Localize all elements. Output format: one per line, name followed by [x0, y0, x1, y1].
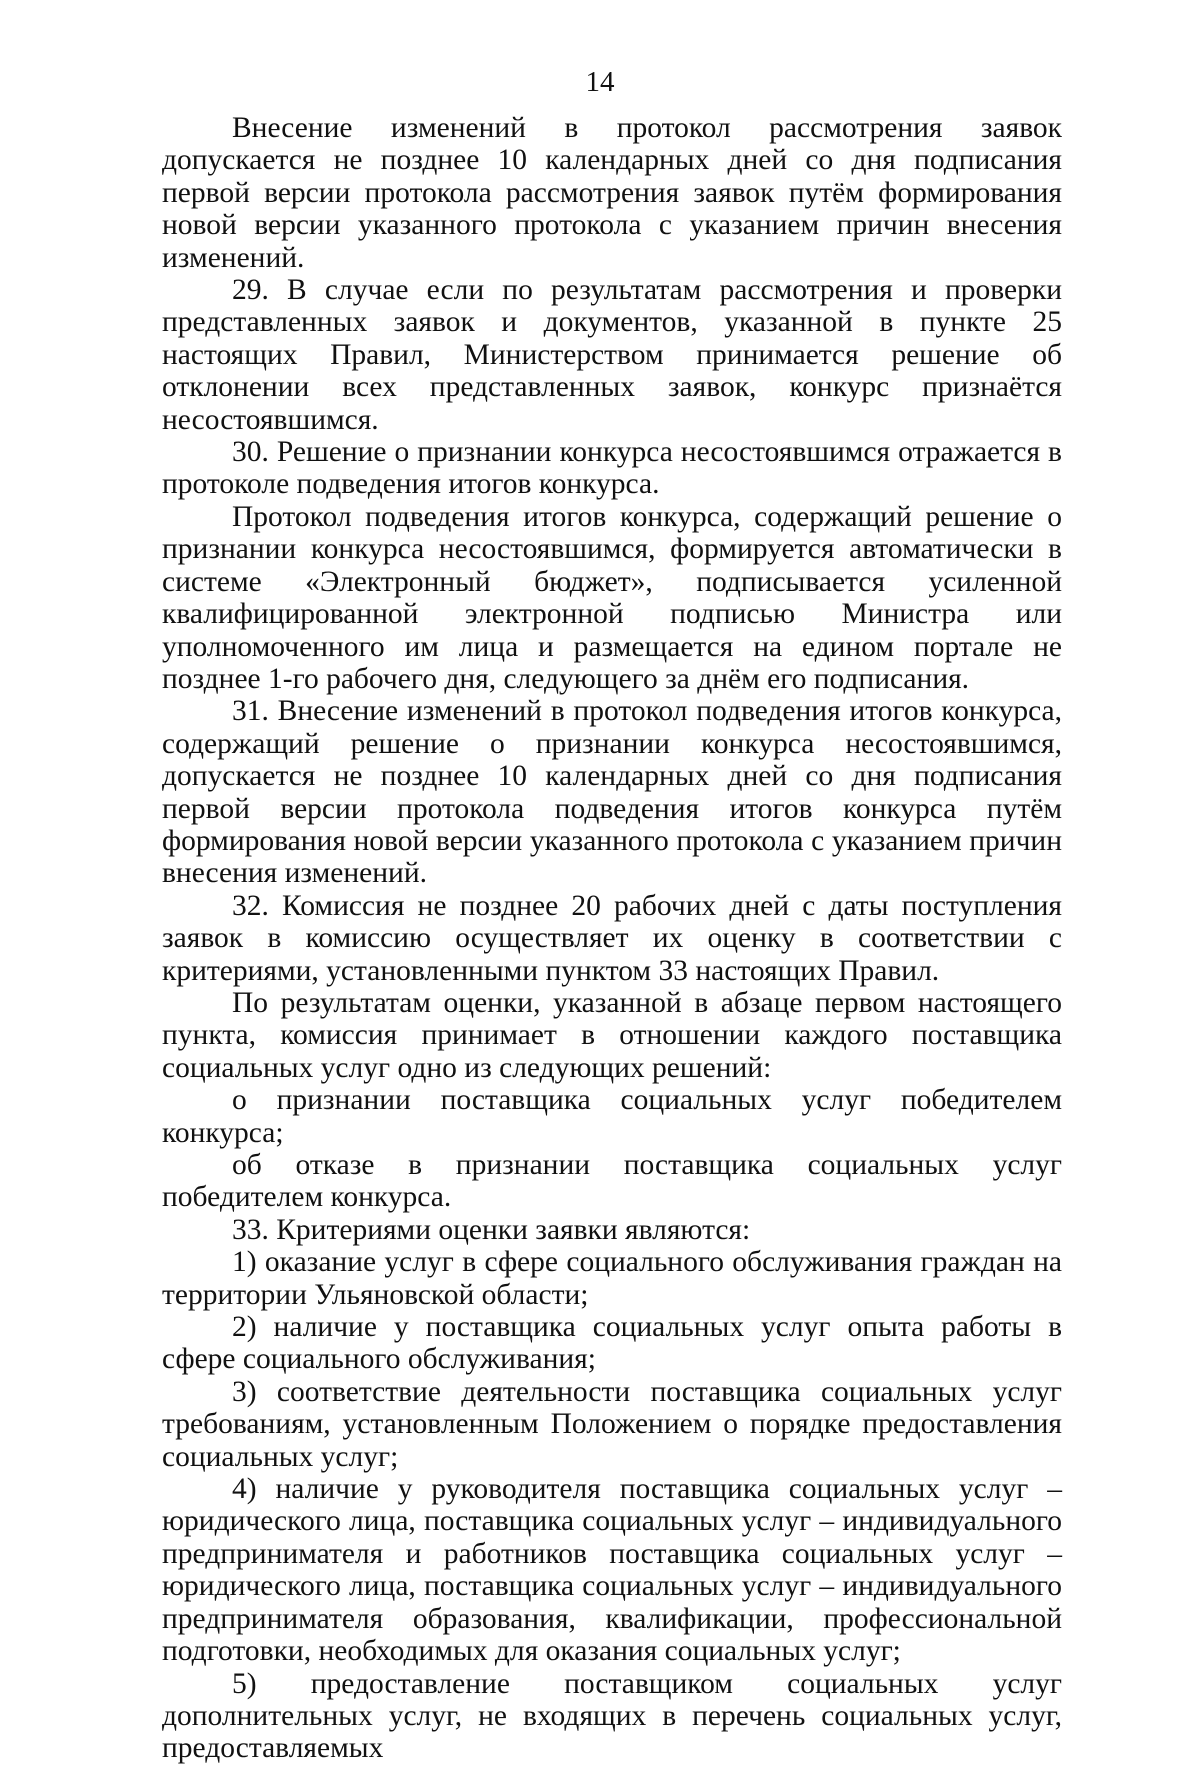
paragraph-decision-refusal: об отказе в признании поставщика социальных услуг победителем конкурса. [162, 1149, 1062, 1214]
paragraph-item-29: 29. В случае если по результатам рассмотрения и проверки представленных заявок и документов, указанной в пункте 25 настоящих Правил, Министерством принимается решение об отклонении всех представленных заявок, конкурс признаётся несостоявшимся. [162, 274, 1062, 436]
paragraph-item-32: 32. Комиссия не позднее 20 рабочих дней с даты поступления заявок в комиссию осуществляет их оценку в соответствии с критериями, установленными пунктом 33 настоящих Правил. [162, 889, 1062, 987]
document-body [162, 112, 1062, 1765]
paragraph-results-protocol: Протокол подведения итогов конкурса, содержащий решение о признании конкурса несостоявшимся, формируется автоматически в системе «Электронный бюджет», подписывается усиленной квалифицированной электронной подписью Министра или уполномоченного им лица и размещается на едином портале не позднее 1-го рабочего дня, следующего за днём его подписания. [162, 500, 1062, 695]
paragraph-evaluation-decision: По результатам оценки, указанной в абзаце первом настоящего пункта, комиссия принимает в отношении каждого поставщика социальных услуг одно из следующих решений: [162, 986, 1062, 1084]
paragraph-amendment-review-protocol: Внесение изменений в протокол рассмотрения заявок допускается не позднее 10 календарных дней со дня подписания первой версии протокола рассмотрения заявок путём формирования новой версии указанного протокола с указанием причин внесения изменений. [162, 112, 1062, 274]
paragraph-decision-winner: о признании поставщика социальных услуг победителем конкурса; [162, 1084, 1062, 1149]
criterion-4: 4) наличие у руководителя поставщика социальных услуг – юридического лица, поставщика социальных услуг – индивидуального предпринимателя и работников поставщика социальных услуг – юридического лица, поставщика социальных услуг – индивидуального предпринимателя образования, квалификации, профессиональной подготовки, необходимых для оказания социальных услуг; [162, 1473, 1062, 1668]
paragraph-item-33: 33. Критериями оценки заявки являются: [232, 1213, 751, 1246]
criterion-1: 1) оказание услуг в сфере социального обслуживания граждан на территории Ульяновской области; [162, 1246, 1062, 1311]
criterion-5: 5) предоставление поставщиком социальных услуг дополнительных услуг, не входящих в перечень социальных услуг, предоставляемых [162, 1667, 1062, 1765]
page-number: 14 [585, 66, 615, 98]
criterion-2: 2) наличие у поставщика социальных услуг опыта работы в сфере социального обслуживания; [162, 1311, 1062, 1376]
paragraph-item-31: 31. Внесение изменений в протокол подведения итогов конкурса, содержащий решение о признании конкурса несостоявшимся, допускается не позднее 10 календарных дней со дня подписания первой версии протокола подведения итогов конкурса путём формирования новой версии указанного протокола с указанием причин внесения изменений. [162, 695, 1062, 890]
paragraph-item-30: 30. Решение о признании конкурса несостоявшимся отражается в протоколе подведения итогов конкурса. [162, 436, 1062, 501]
criterion-3: 3) соответствие деятельности поставщика социальных услуг требованиям, установленным Положением о порядке предоставления социальных услуг; [162, 1375, 1062, 1473]
